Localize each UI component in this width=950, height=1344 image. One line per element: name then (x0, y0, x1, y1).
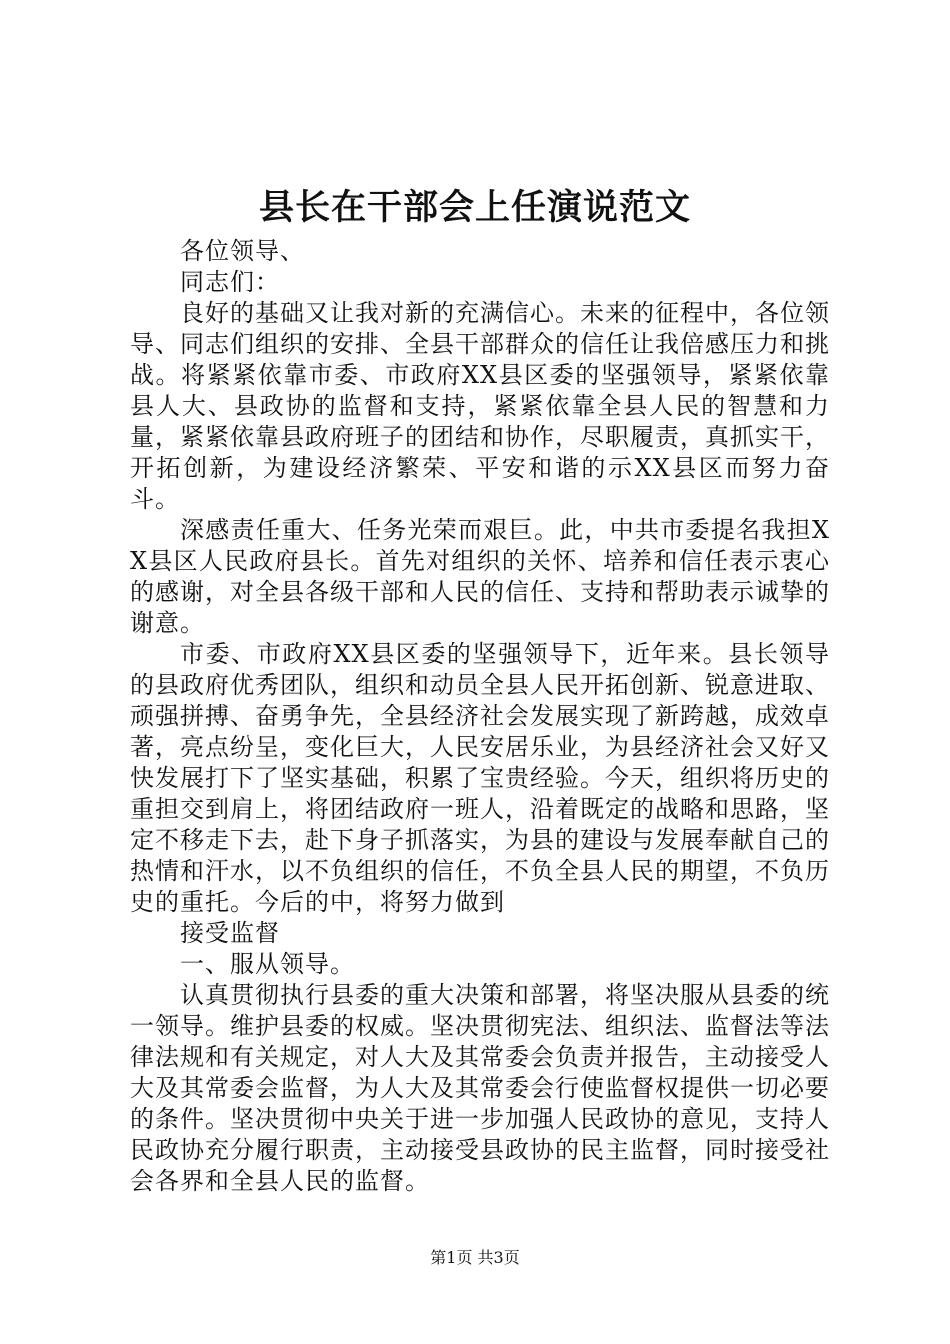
salutation-line-1: 各位领导、 (180, 237, 305, 265)
section-heading: 接受监督 (180, 919, 280, 947)
body-paragraph: 市委、市政府XX县区委的坚强领导下，近年来。县长领导的县政府优秀团队，组织和动员全县人民开拓创新、锐意进取、顽强拼搏、奋勇争先，全县经济社会发展实现了新跨越，成效卓著，亮点纷呈，变化巨大，人民安居乐业，为县经济社会又好又快发展打下了坚实基础，积累了宝贵经验。今天，组织将历史的重担交到肩上，将团结政府一班人，沿着既定的战略和思路，坚定不移走下去，赴下身子抓落实，为县的建设与发展奉献自己的热情和汗水，以不负组织的信任，不负全县人民的期望，不负历史的重托。今后的中，将努力做到 (130, 640, 830, 916)
page-number-footer: 第1页 共3页 (430, 1248, 520, 1267)
body-paragraph: 良好的基础又让我对新的充满信心。未来的征程中，各位领导、同志们组织的安排、全县干部群众的信任让我倍感压力和挑战。将紧紧依靠市委、市政府XX县区委的坚强领导，紧紧依靠县人大、县政协的监督和支持，紧紧依靠全县人民的智慧和力量，紧紧依靠县政府班子的团结和协作，尽职履责，真抓实干，开拓创新，为建设经济繁荣、平安和谐的示XX县区而努力奋斗。 (130, 299, 830, 513)
body-paragraph: 认真贯彻执行县委的重大决策和部署，将坚决服从县委的统一领导。维护县委的权威。坚决贯彻宪法、组织法、监督法等法律法规和有关规定，对人大及其常委会负责并报告，主动接受人大及其常委会监督，为人大及其常委会行使监督权提供一切必要的条件。坚决贯彻中央关于进一步加强人民政协的意见，支持人民政协充分履行职责，主动接受县政协的民主监督，同时接受社会各界和全县人民的监督。 (130, 981, 830, 1195)
document-body (130, 236, 830, 1197)
section-heading: 一、服从领导。 (180, 950, 355, 978)
body-paragraph: 深感责任重大、任务光荣而艰巨。此，中共市委提名我担XX县区人民政府县长。首先对组织的关怀、培养和信任表示衷心的感谢，对全县各级干部和人民的信任、支持和帮助表示诚挚的谢意。 (130, 516, 830, 637)
salutation-line-2: 同志们： (180, 268, 280, 296)
document-title: 县长在干部会上任演说范文 (258, 187, 691, 228)
